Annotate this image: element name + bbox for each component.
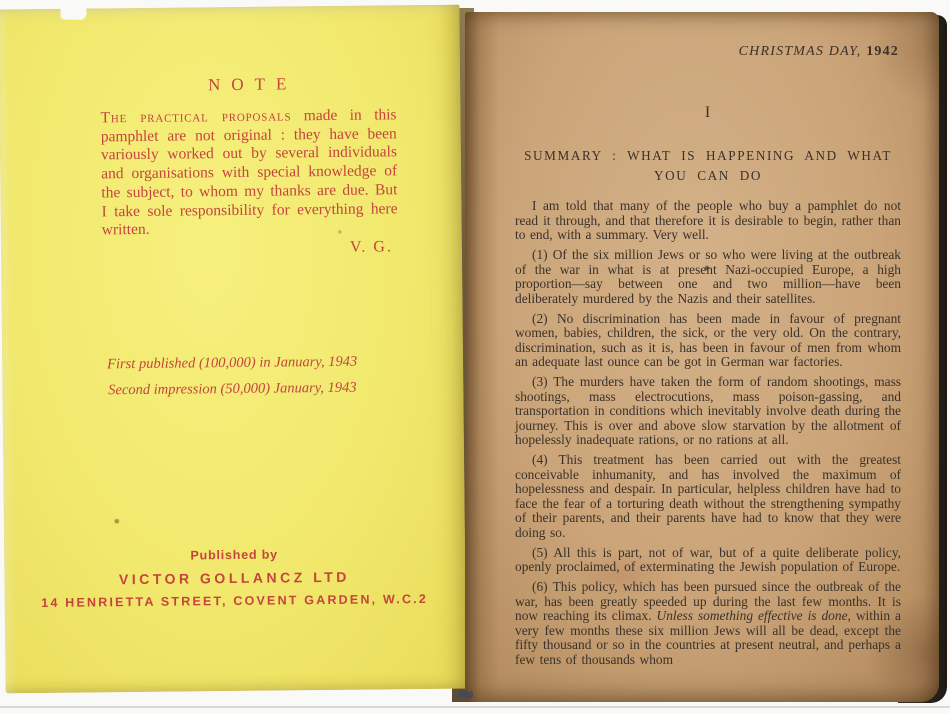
section-heading-line2: YOU CAN DO [653, 168, 763, 183]
page-body [515, 199, 901, 667]
scanner-edge-line [0, 706, 950, 708]
text-run: (5) All this is part, not of war, but of a quite deliberate policy, openly proclaimed, of exterminating the Jewish population of Europe. [515, 544, 901, 574]
text-run: (2) No discrimination has been made in favour of pregnant women, babies, children, the sick, or the very old. On the contrary, discrimination, such as it is, has been in favour of men from whom an adequate last ounce can be got in German war factories. [515, 310, 901, 369]
author-initials: V. G. [349, 238, 394, 256]
spine-shadow [465, 12, 499, 702]
page-tear-notch [60, 5, 86, 19]
text-run: (3) The murders have taken the form of random shootings, mass shootings, mass electrocutions, mass poison-gassing, and transportation in conditions which inevitably involve death during the journey. This is over and above slow starvation by the allotment of hopelessly inadequate rations, or no rations at all. [515, 374, 901, 447]
running-header-title: CHRISTMAS DAY, [738, 44, 862, 59]
text-run: Unless something effective is done, [656, 608, 851, 623]
right-page-content [515, 44, 901, 673]
body-paragraph-4 [515, 453, 901, 540]
publisher-name: VICTOR GOLLANCZ LTD [118, 568, 350, 588]
publisher-imprint [14, 546, 455, 611]
second-impression-line: Second impression (50,000) January, 1943 [108, 379, 357, 399]
publisher-address: 14 HENRIETTA STREET, COVENT GARDEN, W.C.2 [41, 591, 429, 611]
section-heading-line1: SUMMARY : WHAT IS HAPPENING AND WHAT [524, 148, 892, 163]
spine-stitch-mark [458, 691, 473, 698]
published-by-label: Published by [190, 547, 278, 563]
chapter-numeral: I [704, 104, 712, 121]
body-paragraph-0 [515, 199, 901, 243]
body-paragraph-6 [515, 580, 901, 667]
text-run: I am told that many of the people who buy a pamphlet do not read it through, and that therefore it is desirable to begin, rather than to end, with a summary. Very well. [515, 198, 901, 242]
body-paragraph-5 [515, 546, 901, 575]
text-run: (6) This policy, which has been pursued since the outbreak of the war, has been greatly speeded up during the last few months. It is now reaching its climax. [515, 579, 901, 623]
section-heading [515, 146, 901, 186]
note-paragraph [100, 106, 397, 240]
note-heading: NOTE [207, 74, 298, 95]
text-run: within a very few months these six million Jews will all be dead, except the fifty thousand or so in the countries at present neutral, and perhaps a few tens of thousands whom [515, 608, 901, 667]
right-page-recto [465, 12, 939, 702]
text-run: (4) This treatment has been carried out with the greatest conceivable inhumanity, and has involved the maximum of hopelessness and despair. In particular, helpless children have had to face the fear of a torturing death without the strengthening sympathy of their parents, and their parents have had to know that they were doing so. [515, 452, 901, 540]
body-paragraph-2 [515, 312, 901, 370]
body-paragraph-1 [515, 248, 901, 306]
text-run: (1) Of the six million Jews or so who were living at the outbreak of the war in what is at present Nazi-occupied Europe, a high proportion—say between one and two million—have been deliberately murdered by the Nazis and their satellites. [515, 247, 901, 306]
left-page-verso [0, 5, 467, 694]
first-publication-line: First published (100,000) in January, 1943 [107, 353, 358, 373]
body-paragraph-3 [515, 375, 901, 448]
running-header-year: 1942 [866, 44, 899, 59]
publication-history [32, 348, 433, 404]
text-run: The practical proposals [100, 107, 292, 127]
text-run: made in this pamphlet are not original : they have been variously worked out by several individuals and organisations with special knowledge of the subject, to whom my thanks are due. But I take sole responsibility for everything here written. [100, 106, 398, 239]
running-header [515, 44, 899, 60]
